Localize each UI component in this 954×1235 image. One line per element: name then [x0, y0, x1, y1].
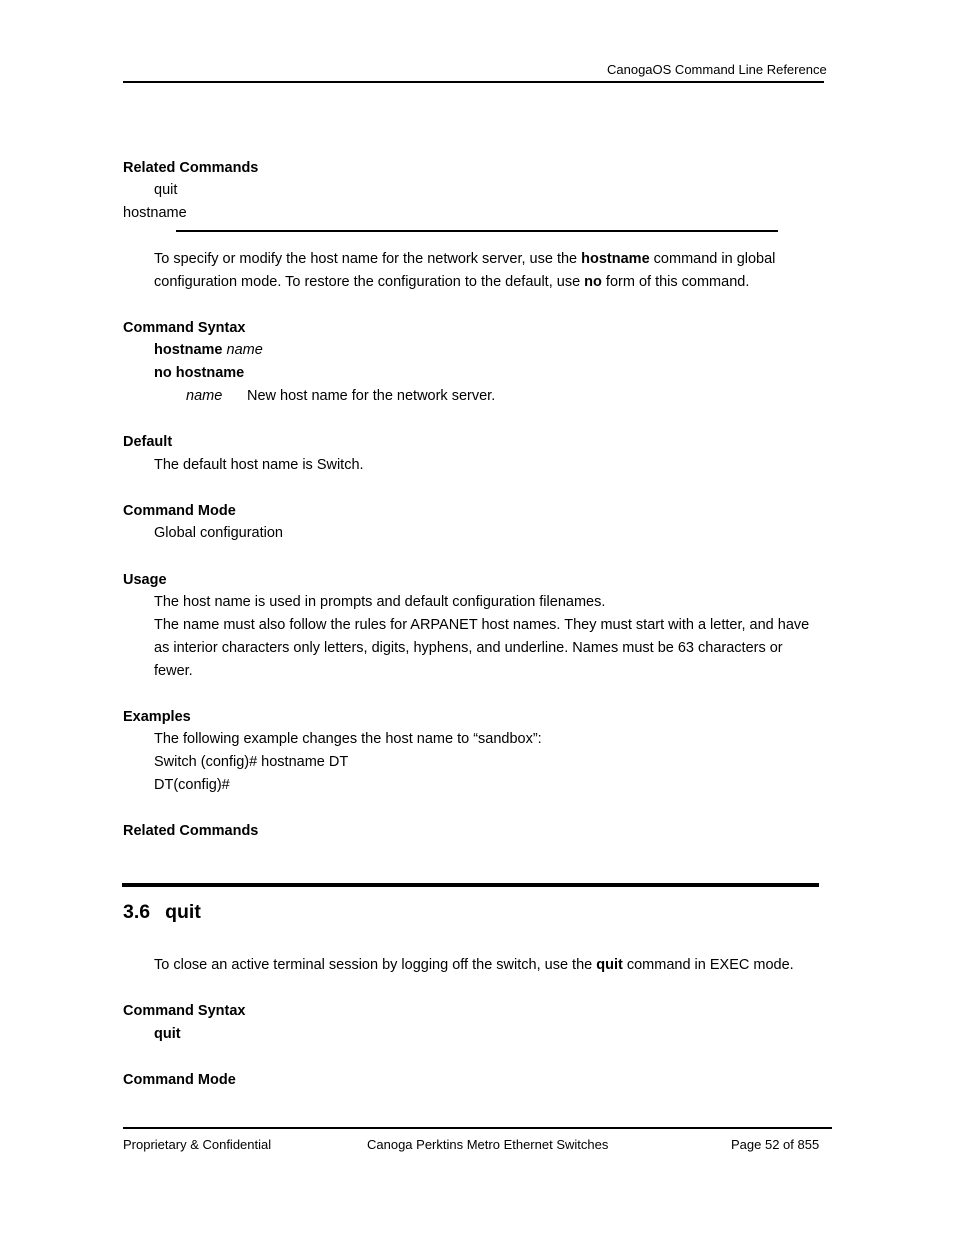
- section-mode-heading: Command Mode: [123, 1072, 236, 1088]
- footer-center: Canoga Perktins Metro Ethernet Switches: [367, 1137, 609, 1152]
- related-commands-heading: Related Commands: [123, 160, 259, 176]
- example-line-3: DT(config)#: [154, 777, 230, 793]
- parameter-description: New host name for the network server.: [247, 388, 496, 404]
- section-heading: 3.6 quit: [123, 901, 201, 923]
- section-syntax-heading: Command Syntax: [123, 1003, 246, 1019]
- usage-line-2: The name must also follow the rules for ARPANET host names. They must start with a letter, and have: [154, 617, 810, 633]
- default-heading: Default: [123, 434, 173, 450]
- related-command-item: quit: [154, 182, 178, 198]
- usage-line-3: as interior characters only letters, digits, hyphens, and underline. Names must be 63 characters or: [154, 640, 783, 656]
- syntax-line-1: hostname name: [154, 342, 263, 358]
- footer-rule: [123, 1127, 832, 1129]
- command-description-line-2: configuration mode. To restore the configuration to the default, use no form of this command.: [154, 274, 750, 290]
- header-rule: [123, 81, 824, 83]
- default-text: The default host name is Switch.: [154, 457, 364, 473]
- header-title: CanogaOS Command Line Reference: [607, 62, 827, 77]
- command-mode-heading: Command Mode: [123, 503, 236, 519]
- examples-heading: Examples: [123, 709, 191, 725]
- command-syntax-heading: Command Syntax: [123, 320, 246, 336]
- section-description: To close an active terminal session by logging off the switch, use the quit command in EXEC mode.: [154, 957, 794, 973]
- example-line-1: The following example changes the host name to “sandbox”:: [154, 731, 542, 747]
- syntax-line-2: no hostname: [154, 365, 245, 381]
- parameter-name: name: [186, 388, 223, 404]
- footer-page-number: Page 52 of 855: [731, 1137, 820, 1152]
- section-rule: [122, 883, 819, 887]
- footer-left: Proprietary & Confidential: [123, 1137, 272, 1152]
- command-mode-text: Global configuration: [154, 525, 283, 541]
- usage-line-4: fewer.: [154, 663, 193, 679]
- related-commands-heading-2: Related Commands: [123, 823, 259, 839]
- usage-heading: Usage: [123, 572, 167, 588]
- command-description-line-1: To specify or modify the host name for the network server, use the hostname command in global: [154, 251, 776, 267]
- command-rule: [176, 230, 778, 232]
- usage-line-1: The host name is used in prompts and default configuration filenames.: [154, 594, 606, 610]
- command-title: hostname: [123, 205, 187, 221]
- example-line-2: Switch (config)# hostname DT: [154, 754, 349, 770]
- section-syntax-command: quit: [154, 1026, 181, 1042]
